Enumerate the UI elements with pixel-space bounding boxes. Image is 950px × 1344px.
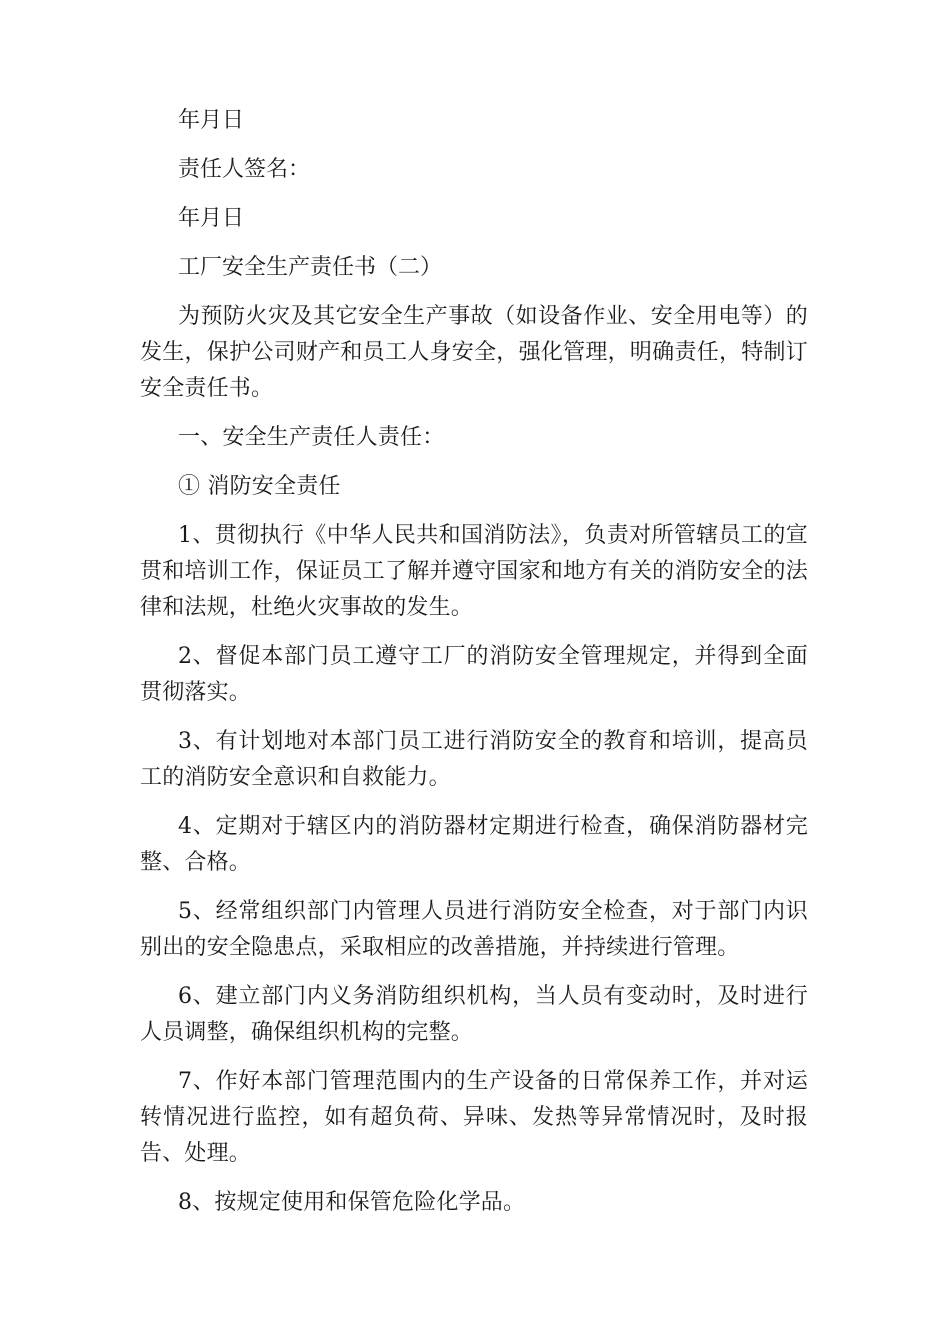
clause-paragraph: 4、定期对于辖区内的消防器材定期进行检查，确保消防器材完整、合格。 bbox=[140, 814, 808, 875]
clause-paragraph: 8、按规定使用和保管危险化学品。 bbox=[178, 1190, 526, 1215]
clause-paragraph: 3、有计划地对本部门员工进行消防安全的教育和培训，提高员工的消防安全意识和自救能力。 bbox=[140, 729, 808, 790]
section-title: 工厂安全生产责任书（二） bbox=[178, 255, 443, 280]
subsection-heading: ① 消防安全责任 bbox=[178, 474, 341, 499]
clause-paragraph: 6、建立部门内义务消防组织机构，当人员有变动时，及时进行人员调整，确保组织机构的完整。 bbox=[140, 984, 808, 1045]
date-line: 年月日 bbox=[178, 108, 245, 133]
date-line: 年月日 bbox=[178, 206, 245, 231]
signature-label: 责任人签名： bbox=[178, 157, 311, 182]
clause-paragraph: 5、经常组织部门内管理人员进行消防安全检查，对于部门内识别出的安全隐患点，采取相应的改善措施，并持续进行管理。 bbox=[140, 899, 808, 960]
clause-paragraph: 7、作好本部门管理范围内的生产设备的日常保养工作，并对运转情况进行监控，如有超负荷、异味、发热等异常情况时，及时报告、处理。 bbox=[140, 1069, 808, 1166]
document-body bbox=[140, 103, 808, 1234]
clause-paragraph: 2、督促本部门员工遵守工厂的消防安全管理规定，并得到全面贯彻落实。 bbox=[140, 644, 808, 705]
clause-paragraph: 1、贯彻执行《中华人民共和国消防法》，负责对所管辖员工的宣贯和培训工作，保证员工了解并遵守国家和地方有关的消防安全的法律和法规，杜绝火灾事故的发生。 bbox=[140, 523, 808, 620]
intro-paragraph: 为预防火灾及其它安全生产事故（如设备作业、安全用电等）的发生，保护公司财产和员工人身安全，强化管理，明确责任，特制订安全责任书。 bbox=[140, 304, 808, 401]
section-heading: 一、安全生产责任人责任： bbox=[178, 425, 445, 450]
